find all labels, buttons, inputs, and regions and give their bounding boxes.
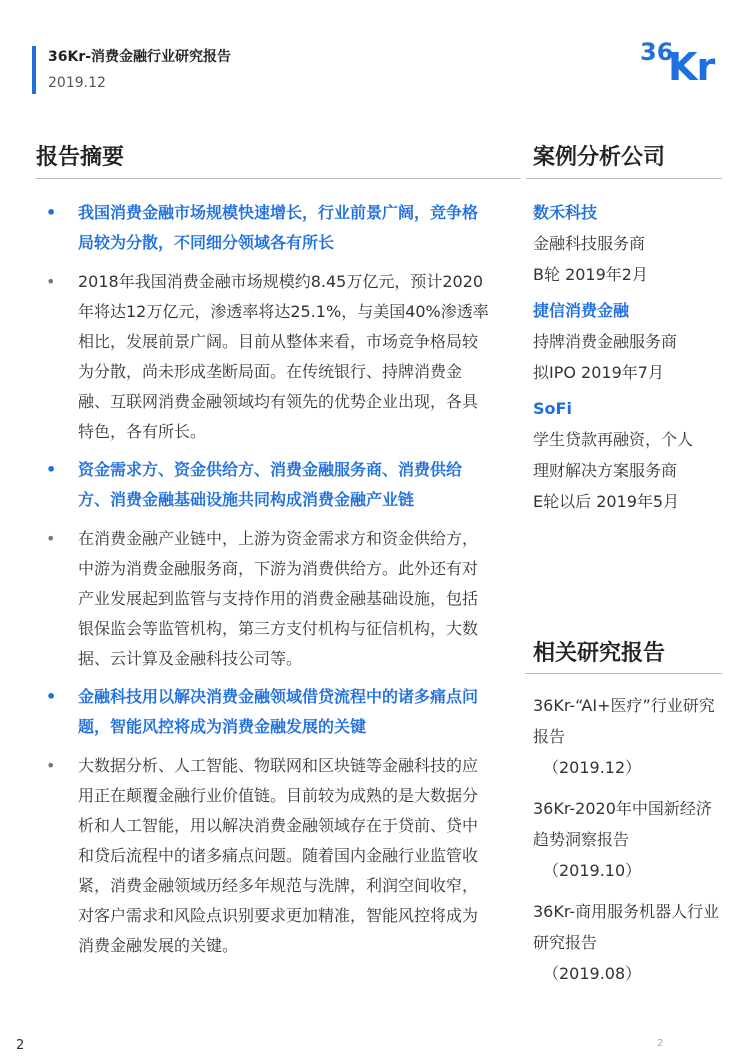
report-title: 36Kr-2020年中国新经济趋势洞察报告: [533, 799, 712, 849]
summary-text: 2018年我国消费金融市场规模约8.45万亿元，预计2020年将达12万亿元，渗透率将达25.1%，与美国40%渗透率相比，发展前景广阔。目前从整体来看，市场竞争格局较为分散，尚未形成垄断局面。在传统银行、持牌消费金融、互联网消费金融领域均有领先的优势企业出现，各具特色，各有所长。: [78, 272, 489, 441]
case-company-desc: E轮以后 2019年5月: [533, 492, 680, 511]
reports-divider: [525, 673, 722, 674]
report-list: [533, 690, 723, 999]
summary-text: 在消费金融产业链中，上游为资金需求方和资金供给方，中游为消费金融服务商，下游为消费供给方。此外还有对产业发展起到监管与支持作用的消费金融基础设施，包括银保监会等监管机构，第三方支付机构与征信机构，大数据、云计算及金融科技公司等。: [78, 529, 479, 668]
summary-key-point: [36, 455, 492, 515]
case-company: [533, 198, 723, 290]
bullet-icon: •: [46, 203, 57, 222]
cases-title: 案例分析公司: [533, 145, 666, 170]
summary-text: 资金需求方、资金供给方、消费金融服务商、消费供给方、消费金融基础设施共同构成消费金融产业链: [78, 460, 463, 509]
summary-key-point: [36, 198, 492, 258]
case-company-desc: 拟IPO 2019年7月: [533, 363, 664, 382]
summary-paragraph: [36, 524, 492, 674]
case-company-desc: 持牌消费金融服务商: [533, 332, 678, 351]
logo-kr: Kr: [668, 45, 715, 89]
related-report-link[interactable]: [533, 793, 723, 886]
page-number: 2: [16, 1038, 25, 1053]
report-date: （2019.10）: [543, 861, 642, 880]
summary-key-point: [36, 682, 492, 742]
divider-gap: [521, 178, 526, 179]
case-company-name: 数禾科技: [533, 203, 598, 222]
summary-text: 大数据分析、人工智能、物联网和区块链等金融科技的应用正在颠覆金融行业价值链。目前较为成熟的是大数据分析和人工智能，用以解决消费金融领域存在于贷前、贷中和贷后流程中的诸多痛点问题。随着国内金融行业监管收紧，消费金融领域历经多年规范与洗牌，利润空间收窄，对客户需求和风险点识别要求更加精准，智能风控将成为消费金融发展的关键。: [78, 756, 479, 955]
case-company-desc: 理财解决方案服务商: [533, 461, 678, 480]
case-list: [533, 198, 723, 523]
bullet-icon: •: [46, 687, 57, 706]
page-number-faint: 2: [657, 1038, 664, 1049]
summary-paragraph: [36, 751, 492, 961]
report-title: 36Kr-“AI+医疗”行业研究报告: [533, 696, 715, 746]
report-date: 2019.12: [48, 75, 106, 91]
case-company: [533, 394, 723, 517]
summary-title: 报告摘要: [36, 145, 125, 170]
summary-list: [36, 198, 492, 969]
report-title: 36Kr-商用服务机器人行业研究报告: [533, 902, 720, 952]
header-accent-bar: [32, 46, 36, 94]
bullet-icon: •: [46, 272, 56, 291]
bullet-icon: •: [46, 460, 57, 479]
case-company-name: 捷信消费金融: [533, 301, 630, 320]
report-title: 36Kr-消费金融行业研究报告: [48, 49, 232, 65]
bullet-icon: •: [46, 529, 56, 548]
section-divider: [36, 178, 722, 179]
related-report-link[interactable]: [533, 690, 723, 783]
case-company: [533, 296, 723, 388]
case-company-desc: 学生贷款再融资，个人: [533, 430, 694, 449]
logo-36: 36: [640, 38, 674, 66]
case-company-name: SoFi: [533, 399, 572, 418]
report-date: （2019.08）: [543, 964, 642, 983]
summary-text: 我国消费金融市场规模快速增长，行业前景广阔，竞争格局较为分散，不同细分领域各有所长: [78, 203, 479, 252]
bullet-icon: •: [46, 756, 56, 775]
summary-text: 金融科技用以解决消费金融领域借贷流程中的诸多痛点问题，智能风控将成为消费金融发展的关键: [78, 687, 479, 736]
reports-title: 相关研究报告: [533, 641, 666, 666]
summary-paragraph: [36, 267, 492, 447]
report-date: （2019.12）: [543, 758, 642, 777]
case-company-desc: 金融科技服务商: [533, 234, 646, 253]
related-report-link[interactable]: [533, 896, 723, 989]
case-company-desc: B轮 2019年2月: [533, 265, 648, 284]
